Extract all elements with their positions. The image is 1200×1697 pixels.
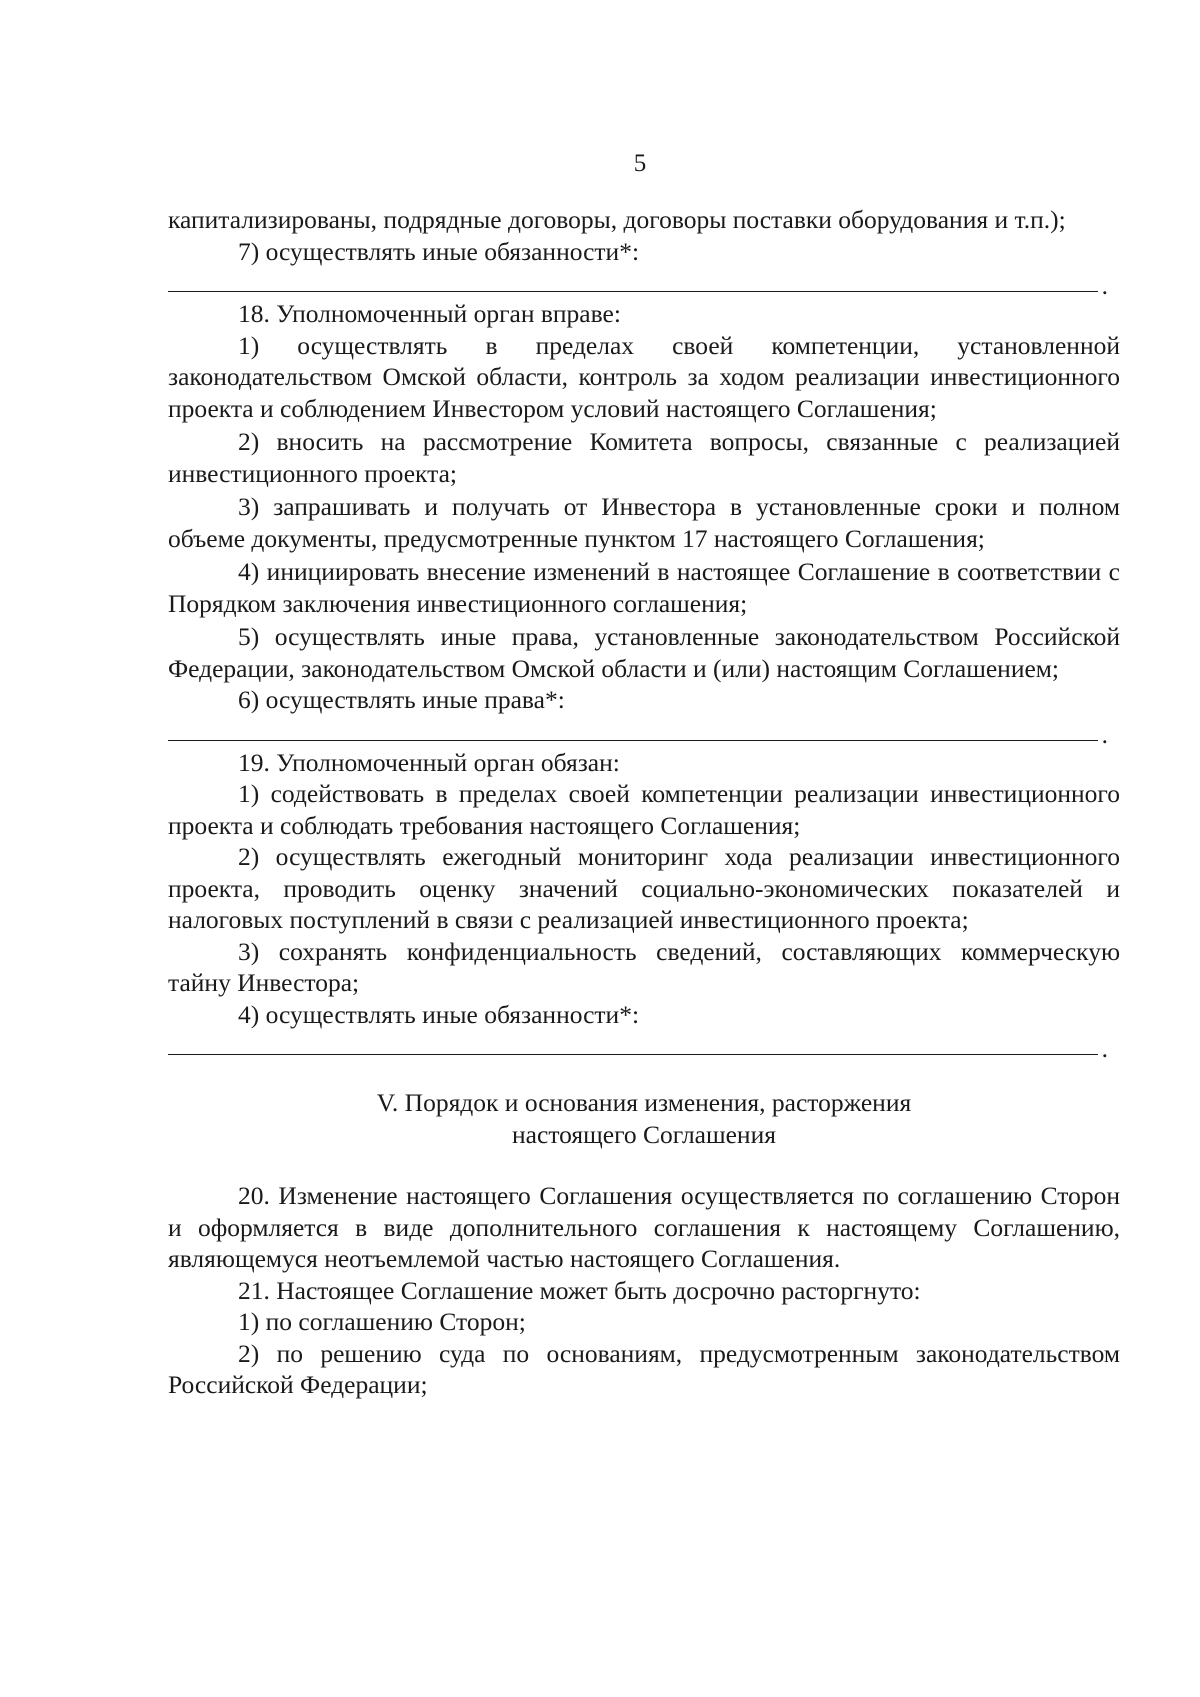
page-number: 5 [633, 150, 647, 177]
paragraph-21-title: 21. Настоящее Соглашение может быть досрочно расторгнуто: [238, 1275, 921, 1305]
fill-line-19: . [168, 1030, 1120, 1061]
section-18-item: 5) осуществлять иные права, установленные законодательством Российской Федерации, законодательством Омской области и (или) настоящим Соглашением; [168, 622, 1120, 683]
section-19-item: 2) осуществлять ежегодный мониторинг хода реализации инвестиционного проекта, проводить оценку значений социально-экономических показателей и налоговых поступлений в связи с реализацией инвестиционного проекта; [168, 842, 1120, 934]
paragraph-21-item: 2) по решению суда по основаниям, предусмотренным законодательством Российской Федерации; [168, 1338, 1120, 1399]
section-18-item: 6) осуществлять иные права*: [238, 685, 565, 714]
section-18-title: 18. Уполномоченный орган вправе: [238, 299, 621, 328]
section-18-item: 4) инициировать внесение изменений в настоящее Соглашение в соответствии с Порядком заключения инвестиционного соглашения; [168, 557, 1120, 618]
fill-line-17: . [168, 267, 1120, 298]
document-body [168, 204, 1120, 1401]
paragraph-top: капитализированы, подрядные договоры, договоры поставки оборудования и т.п.); [168, 205, 1066, 234]
section-18-item: 2) вносить на рассмотрение Комитета вопросы, связанные с реализацией инвестиционного проекта; [168, 427, 1120, 488]
section-19-title: 19. Уполномоченный орган обязан: [238, 747, 620, 777]
item-17-7: 7) осуществлять иные обязанности*: [238, 236, 640, 266]
section-18-item: 3) запрашивать и получать от Инвестора в установленные сроки и полном объеме документы, предусмотренные пунктом 17 настоящего Соглашения; [168, 492, 1120, 553]
section-19-item: 3) сохранять конфиденциальность сведений, составляющих коммерческую тайну Инвестора; [168, 936, 1120, 997]
section-19-item: 1) содействовать в пределах своей компетенции реализации инвестиционного проекта и соблюдать требования настоящего Соглашения; [168, 779, 1120, 840]
section-heading [168, 1087, 1120, 1150]
section-18-item: 1) осуществлять в пределах своей компетенции, установленной законодательством Омской области, контроль за ходом реализации инвестиционного проекта и соблюдением Инвестором условий настоящего Соглашения; [168, 330, 1120, 423]
paragraph-21-item: 1) по соглашению Сторон; [238, 1307, 526, 1336]
fill-line-18: . [168, 716, 1120, 747]
heading-line-1: V. Порядок и основания изменения, расторжения [376, 1088, 912, 1117]
section-19-item: 4) осуществлять иные обязанности*: [238, 999, 640, 1029]
heading-line-2: настоящего Соглашения [512, 1119, 776, 1149]
paragraph-20: 20. Изменение настоящего Соглашения осуществляется по соглашению Сторон и оформляется в виде дополнительного соглашения к настоящему Соглашению, являющемуся неотъемлемой частью настоящего Соглашения. [168, 1181, 1120, 1273]
